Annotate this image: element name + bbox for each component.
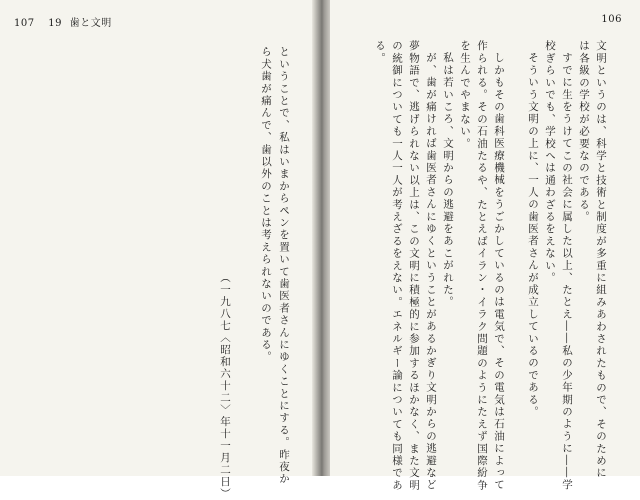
chapter-number: 19: [48, 18, 63, 29]
right-page-number: 106: [601, 14, 622, 25]
text-line: そういう文明の上に、一人の歯医者さんが成立しているのである。: [527, 52, 539, 418]
text-line: 校ぎらいでも、学校へは通わざるをえない。: [544, 40, 556, 284]
text-line: の統御についても一人一人が考えざるをえない。エネルギー論についても同様であ: [391, 40, 403, 492]
text-line: ということで、私はいまからペンを置いて歯医者さんにゆくことにする。昨夜か: [278, 46, 290, 486]
text-line: を生んでやまない。: [459, 40, 471, 150]
left-page-number: 107: [14, 18, 35, 29]
right-page: [330, 0, 640, 492]
text-line: は各級の学校が必要なのである。: [578, 40, 590, 223]
left-running-head: [14, 14, 112, 29]
left-page: [0, 0, 314, 500]
text-line: 作られる。その石油たるや、たとえばイラン・イラク問題のようにたえず国際紛争: [476, 40, 488, 492]
chapter-title: 歯と文明: [69, 18, 112, 29]
text-line: ら犬歯が痛んで、歯以外のことは考えられないのである。: [260, 46, 272, 364]
text-line: る。: [374, 40, 386, 65]
text-line: 文明というのは、科学と技術と制度が多重に組みあわされたもので、そのために: [595, 40, 607, 480]
text-line: 夢物語で、逃げられない以上は、この文明に積極的に参加するほかなく、また文明: [408, 40, 420, 492]
text-line: しかもその歯科医療機械をうごかしているのは電気で、その電気は石油によって: [493, 52, 505, 492]
text-line: が、歯が痛ければ歯医者さんにゆくということがあるかぎり文明からの逃避など: [425, 52, 437, 492]
text-line: 私は若いころ、文明からの逃避をあこがれた。: [442, 52, 454, 309]
dateline: （一九八七〈昭和六十二〉年十一月二日）: [219, 272, 231, 500]
text-line: すでに生をうけてこの社会に属した以上、たとえ――私の少年期のように――学: [561, 52, 573, 492]
